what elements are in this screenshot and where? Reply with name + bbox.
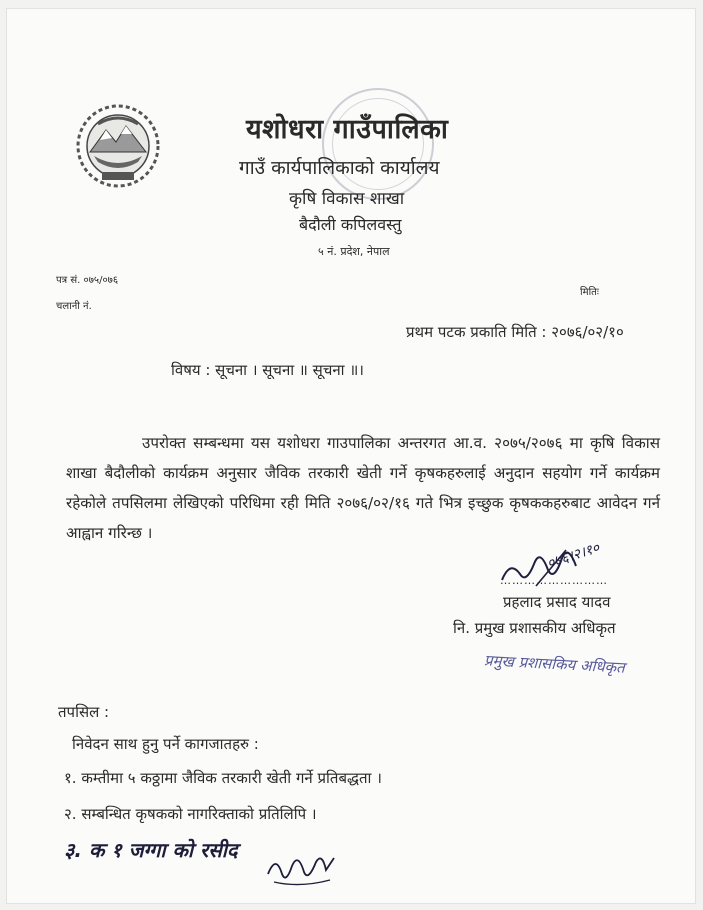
annex-heading: तपसिल : <box>58 703 110 721</box>
dispatch-number: चलानी नं. <box>56 301 92 312</box>
office-name: गाउँ कार्यपालिकाको कार्यालय <box>239 157 440 179</box>
signature-dots: ……………………… <box>500 574 608 587</box>
documents-heading: निवेदन साथ हुनु पर्ने कागजातहरु : <box>72 735 259 753</box>
subject-line: विषय : सूचना । सूचना ॥ सूचना ॥। <box>171 361 364 379</box>
notice-body-text: उपरोक्त सम्बन्धमा यस यशोधरा गाउपालिका अन्तरगत आ.व. २०७५/२०७६ मा कृषि विकास शाखा बैदौलीको कार्यक्रम अनुसार जैविक तरकारी खेती गर्ने कृषकहरुलाई अनुदान सहयोग गर्ने कार्यक्रम रहेकोले तपसिलमा लेखिएको परिधिमा रही मिति २०७६/०२/१६ गते भित्र इच्छुक कृषककहरुबाट आवेदन गर्न आह्वान गरिन्छ । <box>66 434 660 542</box>
signatory-name: प्रहलाद प्रसाद यादव <box>503 593 611 611</box>
date-label: मितिः <box>580 287 599 298</box>
signature-date: ०७६।२।१० <box>545 539 602 572</box>
designation-stamp: प्रमुख प्रशासकिय अधिकृत <box>483 651 626 677</box>
municipality-title: यशोधरा गाउँपालिका <box>246 114 449 145</box>
province-line: ५ नं. प्रदेश, नेपाल <box>318 245 390 258</box>
signatory-designation: नि. प्रमुख प्रशासकीय अधिकृत <box>453 619 616 637</box>
notice-body <box>66 428 660 548</box>
section-name: कृषि विकास शाखा <box>289 189 405 209</box>
nepal-emblem-icon <box>72 100 164 192</box>
handwritten-signature <box>264 844 340 890</box>
handwritten-note: ३. क १ जग्गा को रसीद <box>64 838 238 862</box>
list-item: २. सम्बन्धित कृषकको नागरिक्ताको प्रतिलिपि । <box>64 805 317 823</box>
list-item: १. कम्तीमा ५ कठ्ठामा जैविक तरकारी खेती गर्ने प्रतिबद्धता । <box>64 769 382 787</box>
office-location: बैदौली कपिलवस्तु <box>299 215 402 234</box>
reference-number: पत्र सं. ०७५/०७६ <box>56 275 119 286</box>
letter-page <box>6 8 696 904</box>
first-published-date: प्रथम पटक प्रकाति मिति : २०७६/०२/१० <box>406 323 624 341</box>
